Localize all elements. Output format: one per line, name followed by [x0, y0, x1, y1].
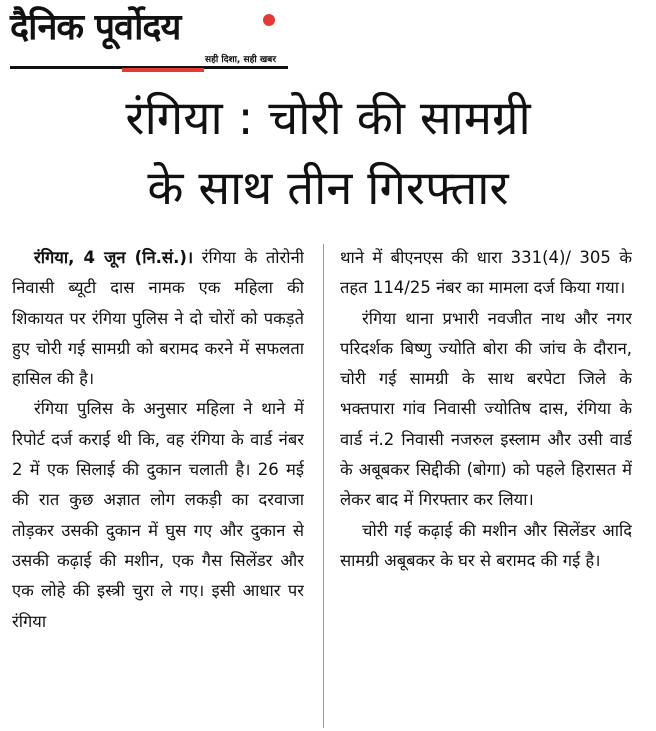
column-divider: [323, 244, 324, 728]
article-dateline: रंगिया, 4 जून (नि.सं.)।: [34, 248, 194, 267]
newspaper-logo: दैनिक पूर्वोदय: [10, 7, 181, 48]
article-paragraph-4: रंगिया थाना प्रभारी नवजीत नाथ और नगर परिदर्शक बिष्णु ज्योति बोरा की जांच के दौरान, चोरी गई सामग्री के साथ बरपेटा जिले के भक्तपारा गांव निवासी ज्योतिष दास, रंगिया के वार्ड नं.2 निवासी नजरुल इस्लाम और उसी वार्ड के अबूबकर सिद्दीकी (बोगा) को पहले हिरासत में लेकर बाद में गिरफ्तार कर लिया।: [340, 308, 632, 510]
article-column-left: [12, 243, 304, 731]
newspaper-tagline: सही दिशा, सही खबर: [205, 55, 276, 65]
article-paragraph-1: [12, 243, 304, 394]
article-column-right: [340, 243, 632, 731]
article-paragraph-5: चोरी गई कढ़ाई की मशीन और सिलेंडर आदि सामग्री अबूबकर के घर से बरामद की गई है।: [340, 520, 632, 570]
article-paragraph-3: थाने में बीएनएस की धारा 331(4)/ 305 के तहत 114/25 नंबर का मामला दर्ज किया गया।: [340, 248, 632, 298]
masthead: [10, 6, 290, 74]
article-paragraph-2: रंगिया पुलिस के अनुसार महिला ने थाने में रिपोर्ट दर्ज कराई थी कि, वह रंगिया के वार्ड नंबर 2 में एक सिलाई की दुकान चलाती है। 26 मई की रात कुछ अज्ञात लोग लकड़ी का दरवाजा तोड़कर उसकी दुकान में घुस गए और दुकान से उसकी कढ़ाई की मशीन, एक गैस सिलेंडर और एक लोहे की इस्त्री चुरा ले गए। इसी आधार पर रंगिया: [12, 399, 304, 631]
article-paragraph-1-text: रंगिया के तोरोनी निवासी ब्यूटी दास नामक एक महिला की शिकायत पर रंगिया पुलिस ने दो चोरों को पकड़ते हुए चोरी गई सामग्री को बरामद करने में सफलता हासिल की है।: [12, 248, 304, 389]
headline-line-2: के साथ तीन गिरफ्तार: [147, 161, 509, 216]
headline-line-1: रंगिया : चोरी की सामग्री: [125, 91, 531, 146]
masthead-red-bar: [122, 68, 204, 72]
headline: [0, 84, 656, 224]
logo-dot-icon: [263, 14, 275, 26]
